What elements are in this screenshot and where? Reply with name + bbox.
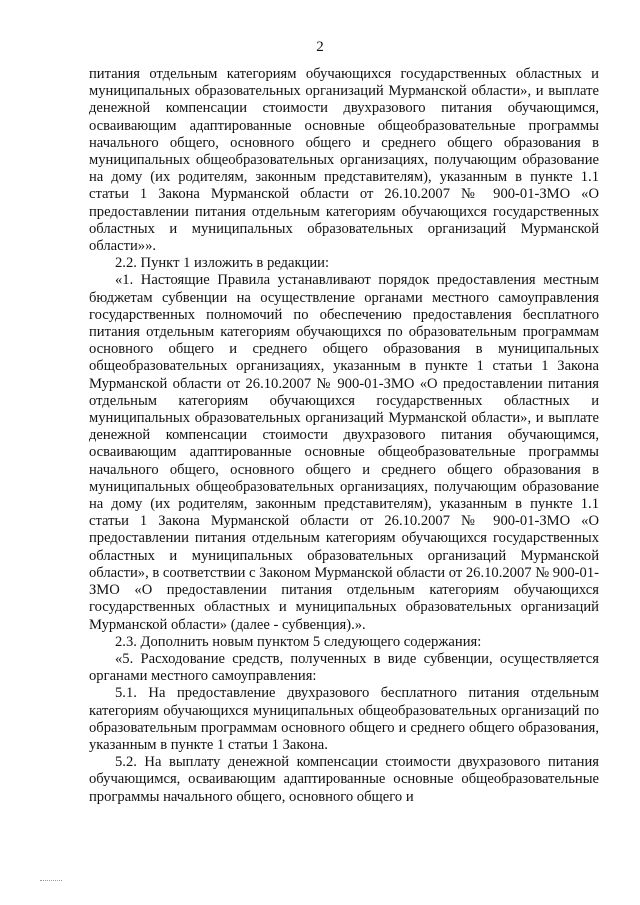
page-number: 2: [316, 39, 324, 55]
scan-mark: [40, 880, 62, 887]
paragraph-2-2: 2.2. Пункт 1 изложить в редакции:: [115, 255, 330, 272]
document-body: [89, 66, 599, 806]
paragraph-5-1: 5.1. На предоставление двухразового бесплатного питания отдельным категориям обучающихся муниципальных общеобразовательных организаций по образовательным программам основного общего и среднего общего образования, указанным в пункте 1 статьи 1 Закона.: [89, 685, 599, 753]
paragraph-continuation: питания отдельным категориям обучающихся государственных областных и муниципальных образовательных организаций Мурманской области», и выплате денежной компенсации стоимости двухразового питания обучающимся, осваивающим адаптированные основные общеобразовательные программы начального общего, основного общего и среднего общего образования в муниципальных общеобразовательных организациях, получающим образование на дому (их родителям, законным представителям), указанным в пункте 1.1 статьи 1 Закона Мурманской области от 26.10.2007 № 900-01-ЗМО «О предоставлении питания отдельным категориям обучающихся государственных областных и муниципальных образовательных организаций Мурманской области»».: [89, 66, 599, 255]
paragraph-rule-5: «5. Расходование средств, полученных в виде субвенции, осуществляется органами местного самоуправления:: [89, 650, 599, 685]
paragraph-rule-1: «1. Настоящие Правила устанавливают порядок предоставления местным бюджетам субвенции на осуществление органами местного самоуправления государственных полномочий по обеспечению предоставления бесплатного питания отдельным категориям обучающихся по образовательным программам основного общего и среднего общего образования в муниципальных общеобразовательных организациях, указанным в пункте 1 статьи 1 Закона Мурманской области от 26.10.2007 № 900-01-ЗМО «О предоставлении питания отдельным категориям обучающихся государственных областных и муниципальных образовательных организаций Мурманской области», и выплате денежной компенсации стоимости двухразового питания обучающимся, осваивающим адаптированные основные общеобразовательные программы начального общего, основного общего и среднего общего образования в муниципальных общеобразовательных организациях, получающим образование на дому (их родителям, законным представителям), указанным в пункте 1.1 статьи 1 Закона Мурманской области от 26.10.2007 № 900-01-ЗМО «О предоставлении питания отдельным категориям обучающихся государственных областных и муниципальных образовательных организаций Мурманской области», в соответствии с Законом Мурманской области от 26.10.2007 № 900-01-ЗМО «О предоставлении питания отдельным категориям обучающихся государственных областных и муниципальных образовательных организаций Мурманской области» (далее - субвенция).».: [89, 272, 599, 633]
paragraph-2-3: 2.3. Дополнить новым пунктом 5 следующего содержания:: [115, 633, 482, 650]
paragraph-5-2: 5.2. На выплату денежной компенсации стоимости двухразового питания обучающимся, осваивающим адаптированные основные общеобразовательные программы начального общего, основного общего и: [89, 754, 599, 805]
